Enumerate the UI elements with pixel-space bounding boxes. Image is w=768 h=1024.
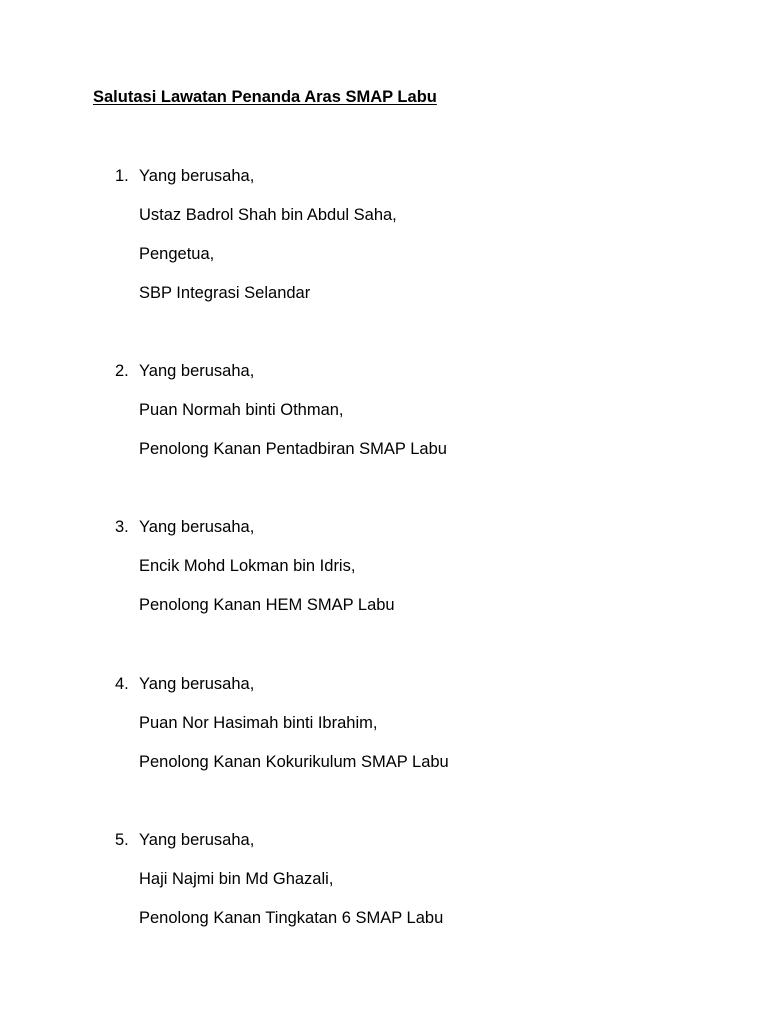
salutation-entry xyxy=(0,517,768,647)
entry-person-name: Puan Normah binti Othman, xyxy=(139,401,344,419)
entry-person-name: Puan Nor Hasimah binti Ibrahim, xyxy=(139,714,378,732)
entry-number: 2. xyxy=(115,362,129,380)
entry-greeting: Yang berusaha, xyxy=(139,675,255,693)
salutation-entry xyxy=(0,830,768,960)
entry-position: Penolong Kanan Pentadbiran SMAP Labu xyxy=(139,440,447,458)
entry-person-name: Haji Najmi bin Md Ghazali, xyxy=(139,870,334,888)
entry-person-name: Ustaz Badrol Shah bin Abdul Saha, xyxy=(139,206,397,224)
entry-position: Penolong Kanan Tingkatan 6 SMAP Labu xyxy=(139,909,444,927)
entry-greeting: Yang berusaha, xyxy=(139,362,255,380)
salutation-entry xyxy=(0,361,768,491)
salutation-entry xyxy=(0,674,768,804)
salutation-entry xyxy=(0,166,768,302)
entry-greeting: Yang berusaha, xyxy=(139,167,255,185)
entry-person-name: Encik Mohd Lokman bin Idris, xyxy=(139,557,356,575)
entry-number: 4. xyxy=(115,675,129,693)
entry-greeting: Yang berusaha, xyxy=(139,831,255,849)
document-title: Salutasi Lawatan Penanda Aras SMAP Labu xyxy=(93,88,437,106)
entry-number: 5. xyxy=(115,831,129,849)
entry-position: Pengetua, xyxy=(139,245,215,263)
entry-position: Penolong Kanan Kokurikulum SMAP Labu xyxy=(139,753,449,771)
entry-position: Penolong Kanan HEM SMAP Labu xyxy=(139,596,395,614)
entry-greeting: Yang berusaha, xyxy=(139,518,255,536)
entry-number: 3. xyxy=(115,518,129,536)
entry-number: 1. xyxy=(115,167,129,185)
entry-organization: SBP Integrasi Selandar xyxy=(139,284,311,302)
